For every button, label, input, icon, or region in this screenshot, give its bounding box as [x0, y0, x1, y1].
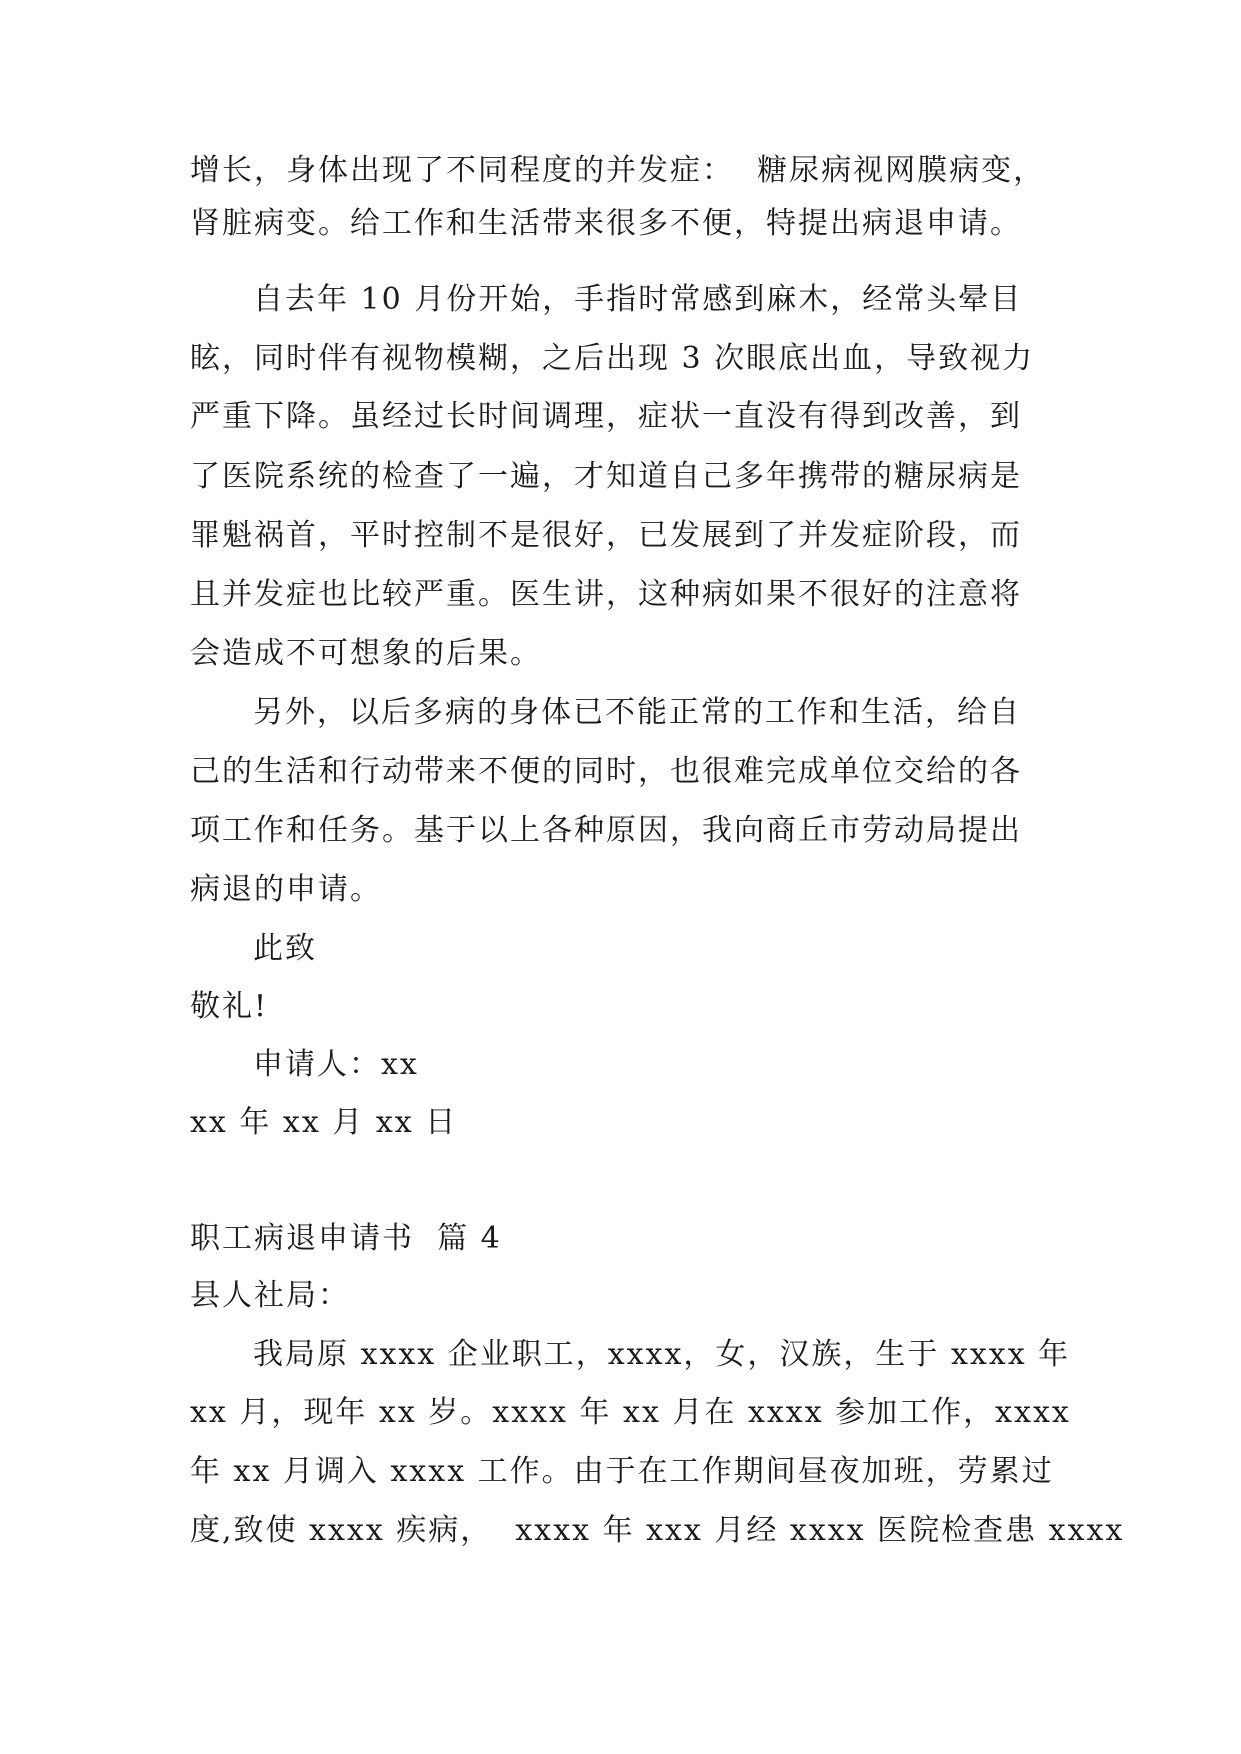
- text-line: 罪魁祸首，平时控制不是很好，已发展到了并发症阶段，而: [190, 518, 1022, 553]
- text-line: 度,致使 xxxx 疾病， xxxx 年 xxx 月经 xxxx 医院检查患 xxxx: [190, 1513, 1125, 1548]
- addressee: 县人社局：: [190, 1278, 350, 1313]
- text-line: xx 月，现年 xx 岁。xxxx 年 xx 月在 xxxx 参加工作，xxxx: [190, 1395, 1071, 1430]
- applicant-signature: 申请人：xx: [253, 1047, 419, 1082]
- text-line: 眩，同时伴有视物模糊，之后出现 3 次眼底出血，导致视力: [190, 341, 1035, 376]
- section-heading: 职工病退申请书 篇 4: [190, 1221, 502, 1256]
- text-line: 己的生活和行动带来不便的同时，也很难完成单位交给的各: [190, 754, 1022, 789]
- text-line: 病退的申请。: [190, 872, 382, 907]
- text-line: 会造成不可想象的后果。: [190, 636, 542, 671]
- date-line: xx 年 xx 月 xx 日: [190, 1105, 458, 1140]
- closing-salutation: 此致: [253, 931, 317, 966]
- closing-regards: 敬礼!: [190, 989, 269, 1024]
- text-line: 了医院系统的检查了一遍，才知道自己多年携带的糖尿病是: [190, 459, 1022, 494]
- text-line: 自去年 10 月份开始，手指时常感到麻木，经常头晕目: [253, 282, 1023, 317]
- text-line: 增长，身体出现了不同程度的并发症： 糖尿病视网膜病变，: [190, 153, 1046, 188]
- text-line: 年 xx 月调入 xxxx 工作。由于在工作期间昼夜加班，劳累过: [190, 1454, 1054, 1489]
- text-line: 严重下降。虽经过长时间调理，症状一直没有得到改善，到: [190, 399, 1022, 434]
- text-line: 且并发症也比较严重。医生讲，这种病如果不很好的注意将: [190, 577, 1022, 612]
- text-line: 另外，以后多病的身体已不能正常的工作和生活，给自: [253, 695, 1021, 730]
- text-line: 肾脏病变。给工作和生活带来很多不便，特提出病退申请。: [190, 206, 1022, 241]
- text-line: 项工作和任务。基于以上各种原因，我向商丘市劳动局提出: [190, 813, 1022, 848]
- text-line: 我局原 xxxx 企业职工，xxxx，女，汉族，生于 xxxx 年: [253, 1337, 1071, 1372]
